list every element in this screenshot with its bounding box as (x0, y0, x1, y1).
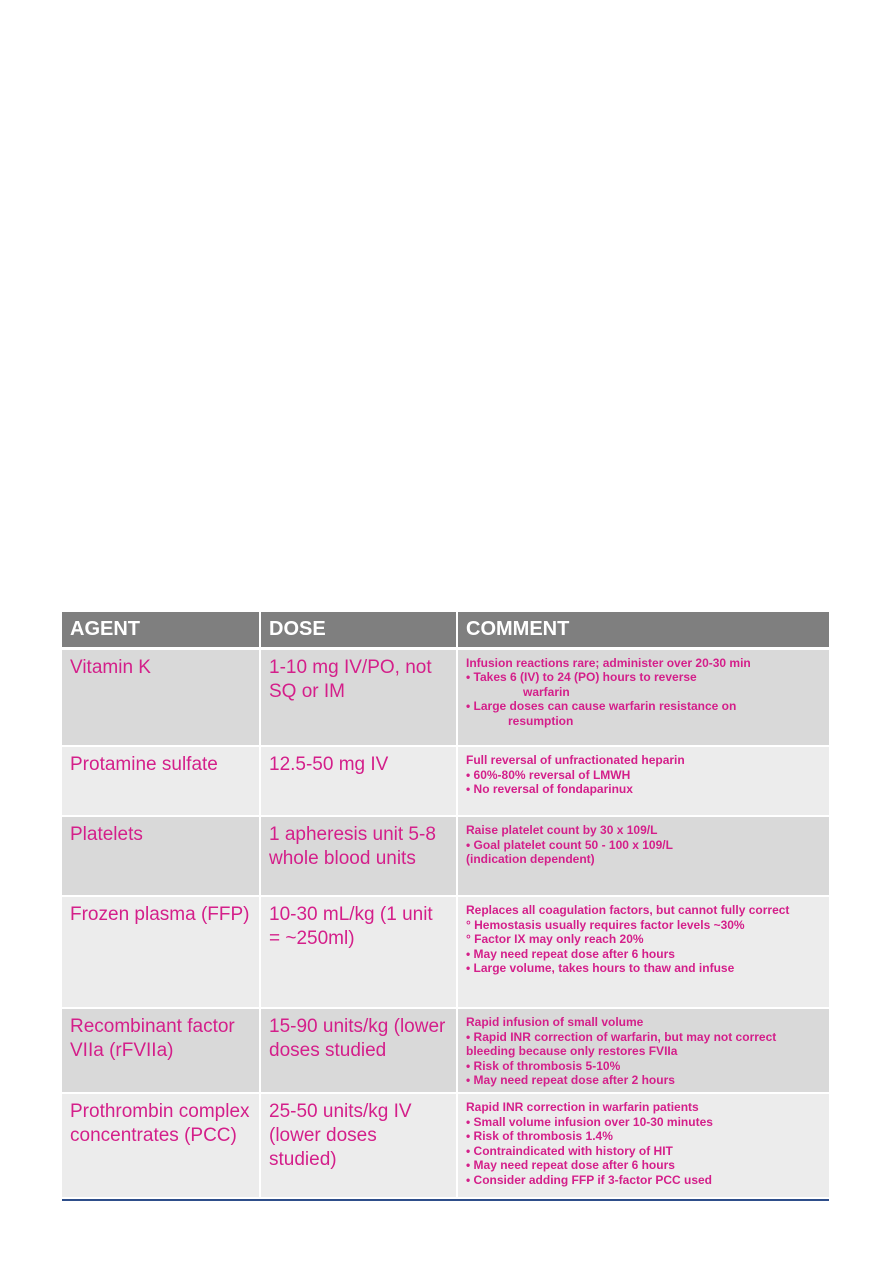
comment-line: Raise platelet count by 30 x 109/L (466, 823, 658, 837)
comment-line: • Takes 6 (IV) to 24 (PO) hours to reverse (466, 670, 697, 685)
comment-line: resumption (508, 713, 574, 728)
comment-line: warfarin (523, 684, 570, 699)
comment-line: • May need repeat dose after 6 hours (466, 946, 675, 961)
comment-cell (457, 816, 829, 896)
comment-cell (457, 896, 829, 1008)
comment-line: Full reversal of unfractionated heparin (466, 753, 685, 767)
reversal-agents-table (62, 612, 829, 1199)
comment-cell (457, 1008, 829, 1093)
comment-line: • Risk of thrombosis 5-10% (466, 1058, 621, 1073)
table-row (62, 1093, 829, 1198)
header-dose: DOSE (260, 612, 457, 648)
table-bottom-rule (62, 1199, 829, 1201)
agent-cell: Frozen plasma (FFP) (62, 896, 260, 1008)
comment-line: Rapid infusion of small volume (466, 1015, 644, 1029)
dose-cell: 1-10 mg IV/PO, not SQ or IM (260, 648, 457, 746)
comment-line: ° Hemostasis usually requires factor levels ~30% (466, 917, 745, 932)
comment-cell (457, 648, 829, 746)
comment-line: • Goal platelet count 50 - 100 x 109/L (466, 837, 673, 852)
dose-cell: 1 apheresis unit 5-8 whole blood units (260, 816, 457, 896)
agent-cell: Prothrombin complex concentrates (PCC) (62, 1093, 260, 1198)
agent-cell: Vitamin K (62, 648, 260, 746)
comment-cell (457, 1093, 829, 1198)
comment-line: ° Factor IX may only reach 20% (466, 932, 644, 947)
dose-cell: 10-30 mL/kg (1 unit = ~250ml) (260, 896, 457, 1008)
comment-line: • No reversal of fondaparinux (466, 782, 633, 797)
header-agent: AGENT (62, 612, 260, 648)
table-row (62, 816, 829, 896)
agent-cell: Platelets (62, 816, 260, 896)
header-comment: COMMENT (457, 612, 829, 648)
comment-line: • Risk of thrombosis 1.4% (466, 1129, 613, 1144)
comment-cell (457, 746, 829, 816)
comment-line: • 60%-80% reversal of LMWH (466, 767, 631, 782)
comment-line: • Consider adding FFP if 3-factor PCC used (466, 1172, 713, 1187)
agent-cell: Protamine sulfate (62, 746, 260, 816)
comment-line: • May need repeat dose after 2 hours (466, 1073, 675, 1088)
comment-line: • Large volume, takes hours to thaw and infuse (466, 961, 735, 976)
comment-line: • Small volume infusion over 10-30 minutes (466, 1114, 713, 1129)
comment-line: Rapid INR correction in warfarin patients (466, 1099, 699, 1114)
dose-cell: 15-90 units/kg (lower doses studied (260, 1008, 457, 1093)
comment-line: • Large doses can cause warfarin resistance on (466, 699, 737, 714)
dose-cell: 12.5-50 mg IV (260, 746, 457, 816)
comment-line: (indication dependent) (466, 852, 595, 867)
table-row (62, 746, 829, 816)
dose-cell: 25-50 units/kg IV (lower doses studied) (260, 1093, 457, 1198)
table-row (62, 1008, 829, 1093)
comment-line: • May need repeat dose after 6 hours (466, 1158, 675, 1173)
comment-line: Replaces all coagulation factors, but cannot fully correct (466, 903, 790, 917)
comment-line: Infusion reactions rare; administer over 20-30 min (466, 655, 751, 670)
table-row (62, 896, 829, 1008)
table-row (62, 648, 829, 746)
comment-line: • Rapid INR correction of warfarin, but may not correct bleeding because only restores FVIIa (466, 1029, 780, 1059)
table-header-row (62, 612, 829, 648)
agent-cell: Recombinant factor VIIa (rFVIIa) (62, 1008, 260, 1093)
comment-line: • Contraindicated with history of HIT (466, 1143, 673, 1158)
